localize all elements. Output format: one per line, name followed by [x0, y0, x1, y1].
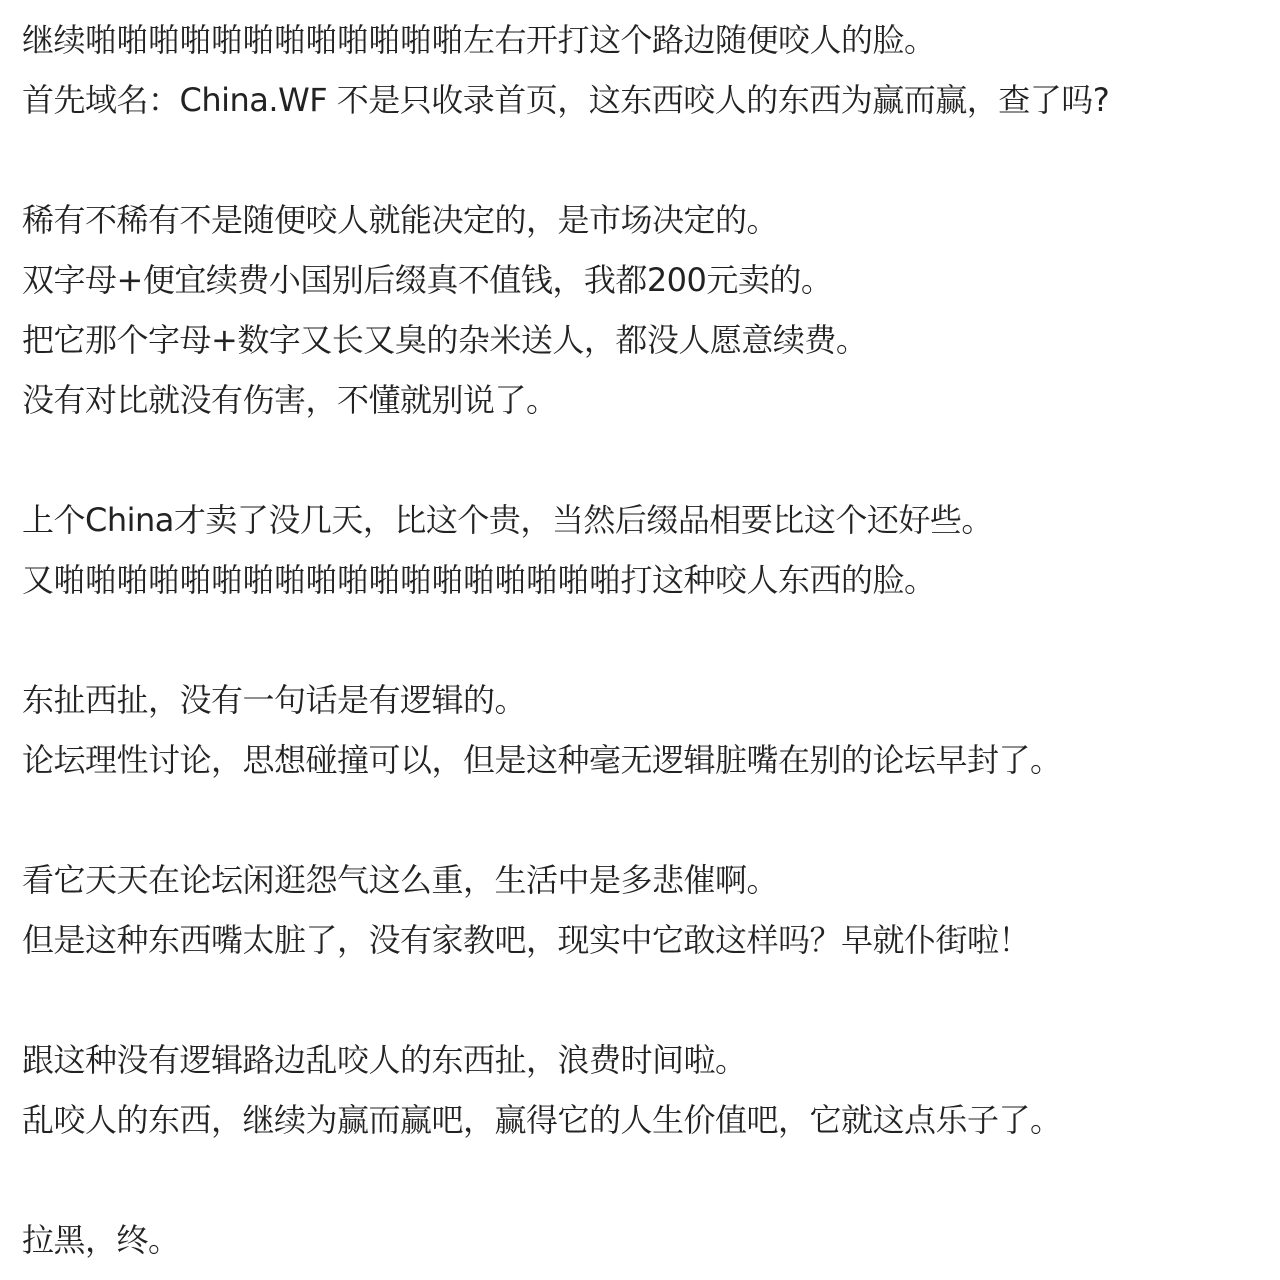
post-line-13: 跟这种没有逻辑路边乱咬人的东西扯，浪费时间啦。 — [22, 1041, 747, 1079]
post-line-10: 论坛理性讨论，思想碰撞可以，但是这种毫无逻辑脏嘴在别的论坛早封了。 — [22, 741, 1062, 779]
post-line-7: 上个China才卖了没几天，比这个贵，当然后缀品相要比这个还好些。 — [22, 501, 993, 539]
post-line-6: 没有对比就没有伤害，不懂就别说了。 — [22, 381, 558, 419]
post-line-9: 东扯西扯，没有一句话是有逻辑的。 — [22, 681, 527, 719]
post-line-15: 拉黑，终。 — [22, 1221, 180, 1259]
post-line-1: 继续啪啪啪啪啪啪啪啪啪啪啪啪左右开打这个路边随便咬人的脸。 — [22, 21, 936, 59]
paragraph-gap — [22, 130, 1280, 190]
post-line-5: 把它那个字母+数字又长又臭的杂米送人，都没人愿意续费。 — [22, 321, 868, 359]
post-line-3: 稀有不稀有不是随便咬人就能决定的，是市场决定的。 — [22, 201, 779, 239]
post-line-11: 看它天天在论坛闲逛怨气这么重，生活中是多悲催啊。 — [22, 861, 779, 899]
paragraph-gap — [22, 1150, 1280, 1210]
paragraph-gap — [22, 610, 1280, 670]
paragraph-gap — [22, 790, 1280, 850]
post-line-14: 乱咬人的东西，继续为赢而赢吧，赢得它的人生价值吧，它就这点乐子了。 — [22, 1101, 1062, 1139]
post-line-8: 又啪啪啪啪啪啪啪啪啪啪啪啪啪啪啪啪啪啪打这种咬人东西的脸。 — [22, 561, 936, 599]
post-line-4: 双字母+便宜续费小国别后缀真不值钱，我都200元卖的。 — [22, 261, 833, 299]
post-line-12: 但是这种东西嘴太脏了，没有家教吧，现实中它敢这样吗？早就仆街啦！ — [22, 921, 1031, 959]
paragraph-gap — [22, 430, 1280, 490]
post-line-2: 首先域名：China.WF 不是只收录首页，这东西咬人的东西为赢而赢，查了吗? — [22, 81, 1110, 119]
paragraph-gap — [22, 970, 1280, 1030]
